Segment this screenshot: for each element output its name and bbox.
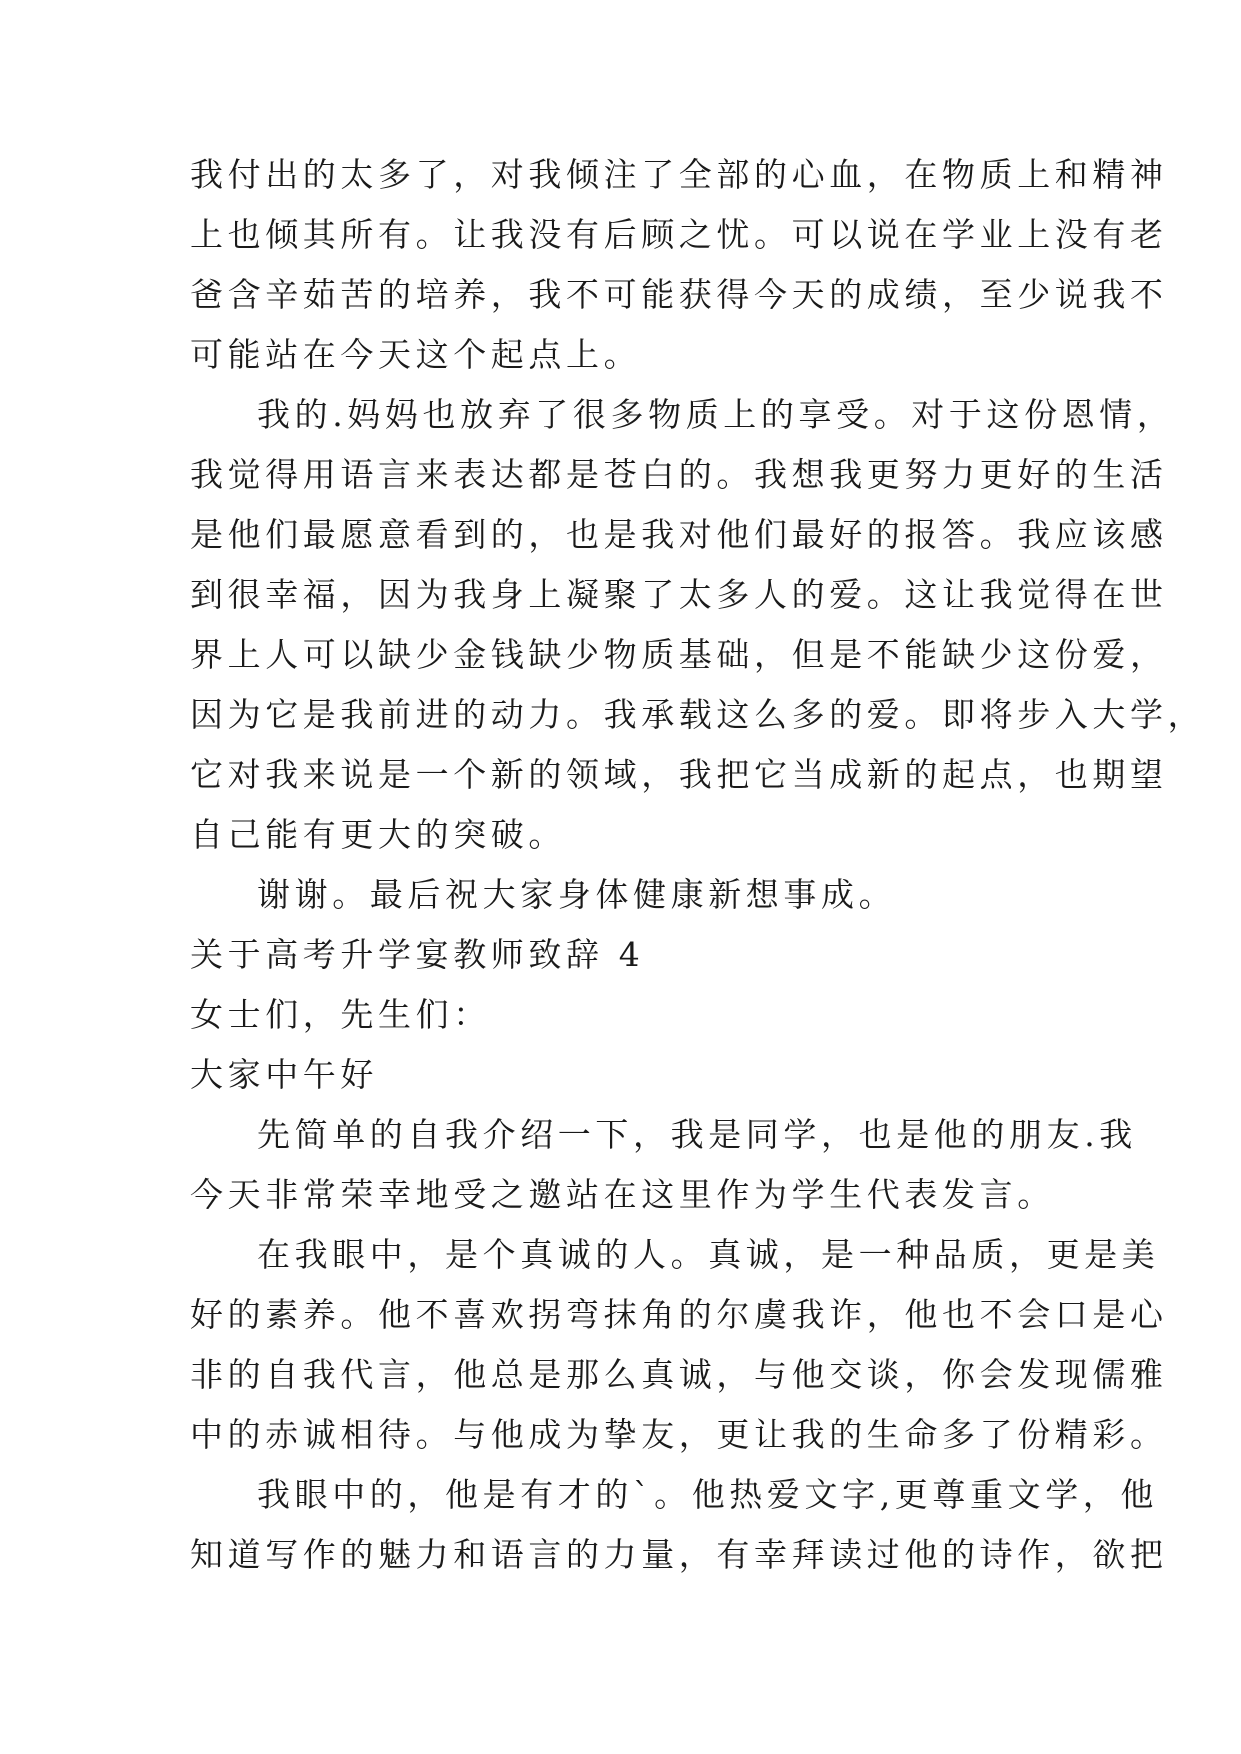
text-line: 自己能有更大的突破。 bbox=[190, 815, 566, 854]
paragraph-first-line: 先简单的自我介绍一下，我是同学，也是他的朋友.我 bbox=[257, 1115, 1137, 1154]
text-line: 爸含辛茹苦的培养，我不可能获得今天的成绩，至少说我不 bbox=[190, 275, 1168, 314]
text-line: 好的素养。他不喜欢拐弯抹角的尔虞我诈，他也不会口是心 bbox=[190, 1295, 1168, 1334]
paragraph-first-line: 我的.妈妈也放弃了很多物质上的享受。对于这份恩情， bbox=[257, 395, 1175, 434]
text-line: 我付出的太多了，对我倾注了全部的心血，在物质上和精神 bbox=[190, 155, 1168, 194]
greeting: 大家中午好 bbox=[190, 1055, 378, 1094]
text-line: 上也倾其所有。让我没有后顾之忧。可以说在学业上没有老 bbox=[190, 215, 1168, 254]
section-heading: 关于高考升学宴教师致辞 4 bbox=[190, 935, 645, 974]
salutation: 女士们，先生们： bbox=[190, 995, 491, 1034]
text-line: 界上人可以缺少金钱缺少物质基础，但是不能缺少这份爱， bbox=[190, 635, 1168, 674]
paragraph-first-line: 谢谢。最后祝大家身体健康新想事成。 bbox=[257, 875, 897, 914]
text-line: 到很幸福，因为我身上凝聚了太多人的爱。这让我觉得在世 bbox=[190, 575, 1168, 614]
text-line: 我觉得用语言来表达都是苍白的。我想我更努力更好的生活 bbox=[190, 455, 1168, 494]
text-line: 可能站在今天这个起点上。 bbox=[190, 335, 642, 374]
paragraph-first-line: 在我眼中，是个真诚的人。真诚，是一种品质，更是美 bbox=[257, 1235, 1160, 1274]
text-line: 因为它是我前进的动力。我承载这么多的爱。即将步入大学， bbox=[190, 695, 1206, 734]
text-line: 知道写作的魅力和语言的力量，有幸拜读过他的诗作，欲把 bbox=[190, 1535, 1168, 1574]
text-line: 非的自我代言，他总是那么真诚，与他交谈，你会发现儒雅 bbox=[190, 1355, 1168, 1394]
text-line: 它对我来说是一个新的领域，我把它当成新的起点，也期望 bbox=[190, 755, 1168, 794]
paragraph-first-line: 我眼中的，他是有才的`。他热爱文字,更尊重文学，他 bbox=[257, 1475, 1158, 1514]
text-line: 是他们最愿意看到的，也是我对他们最好的报答。我应该感 bbox=[190, 515, 1168, 554]
text-line: 中的赤诚相待。与他成为挚友，更让我的生命多了份精彩。 bbox=[190, 1415, 1168, 1454]
text-line: 今天非常荣幸地受之邀站在这里作为学生代表发言。 bbox=[190, 1175, 1055, 1214]
